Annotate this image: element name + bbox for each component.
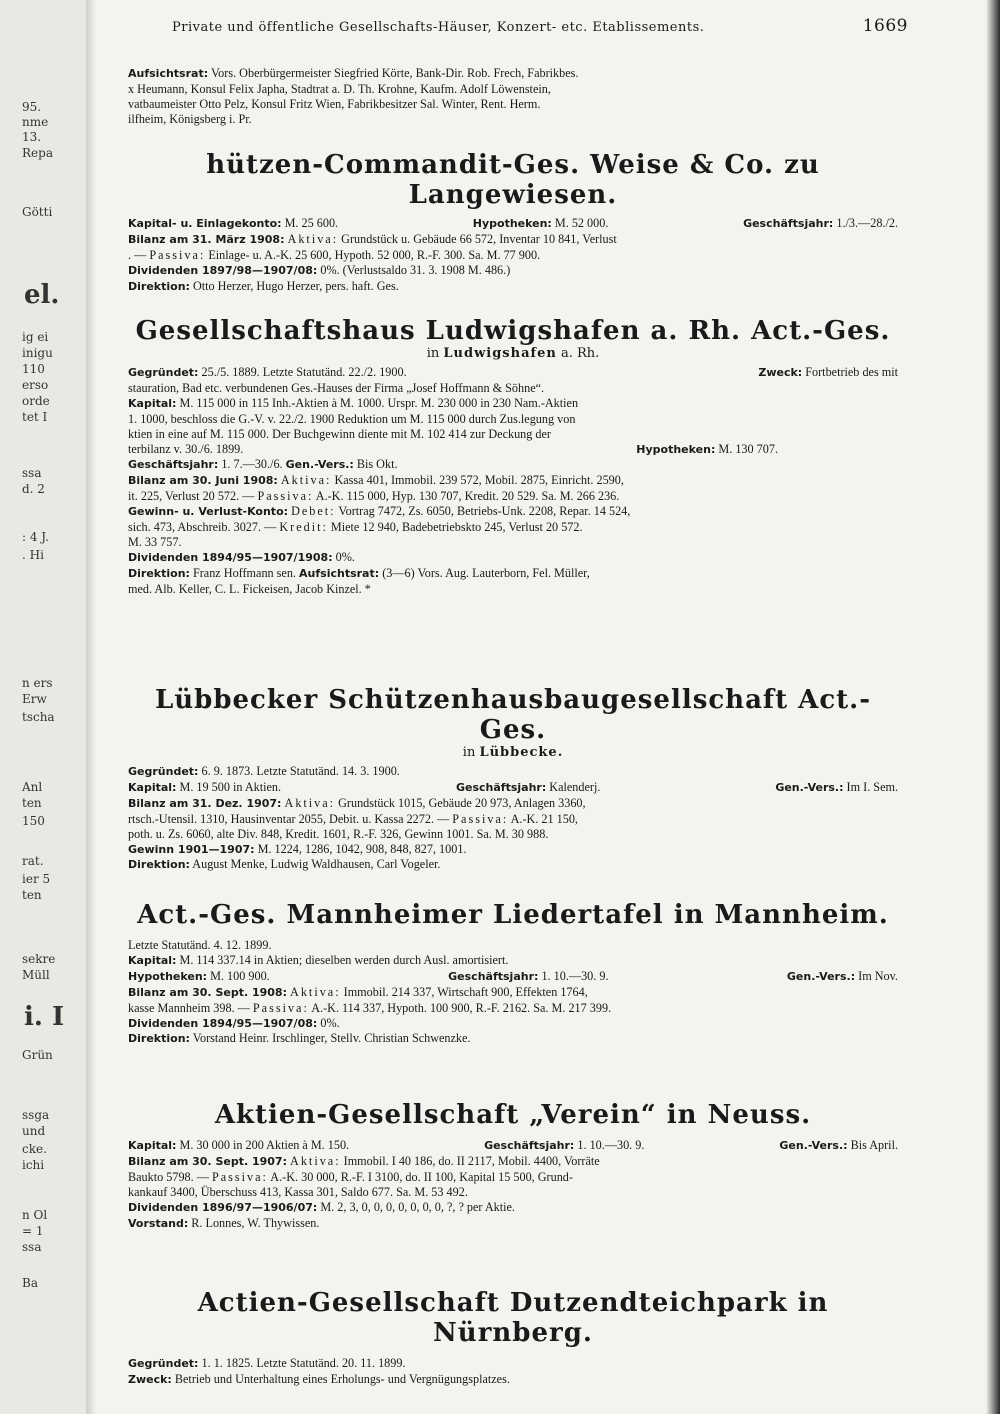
text-line: Vorstand: R. Lonnes, W. Thywissen. xyxy=(128,1215,320,1230)
entry-nuernberg xyxy=(128,1288,898,1388)
text-line: sich. 473, Abschreib. 3027. — Kredit: Miete 12 940, Badebetriebskto 245, Verlust 20 572. xyxy=(128,520,583,535)
entry-body xyxy=(128,938,898,1047)
gutter-fragment: ssa xyxy=(22,466,42,480)
gutter-fragment: inigu xyxy=(22,346,53,360)
gutter-fragment: Götti xyxy=(22,205,53,219)
text-line: Bilanz am 30. Sept. 1907: Aktiva: Immobil. I 40 186, do. II 2117, Mobil. 4400, Vorräte xyxy=(128,1153,600,1168)
gutter-fragment: 13. xyxy=(22,130,42,144)
gutter-fragment: tscha xyxy=(22,710,55,724)
text-line: it. 225, Verlust 20 572. — Passiva: A.-K. 115 000, Hyp. 130 707, Kredit. 20 529. Sa. M. 266 236. xyxy=(128,489,620,504)
entry-title: Gesellschaftshaus Ludwigshafen a. Rh. Act.-Ges. xyxy=(135,316,891,346)
gutter-fragment: cke. xyxy=(22,1142,47,1156)
text-line: Hypotheken: M. 100 900. Geschäftsjahr: 1. 10.—30. 9. Gen.-Vers.: Im Nov. xyxy=(128,968,898,983)
text-line: Dividenden 1894/95—1907/08: 0%. xyxy=(128,1015,340,1030)
gutter-fragment: el. xyxy=(24,280,60,310)
running-head xyxy=(100,10,980,40)
text-line: med. Alb. Keller, C. L. Fickeisen, Jacob Kinzel. * xyxy=(128,581,371,596)
text-line: Bilanz am 31. März 1908: Aktiva: Grundstück u. Gebäude 66 572, Inventar 10 841, Verlust xyxy=(128,231,617,246)
text-line: ilfheim, Königsberg i. Pr. xyxy=(128,111,252,126)
gutter-fragment: tet I xyxy=(22,410,48,424)
text-line: rtsch.-Utensil. 1310, Hausinventar 2055, Debit. u. Kassa 2272. — Passiva: A.-K. 21 150, xyxy=(128,811,578,826)
gutter-fragment: 110 xyxy=(22,362,45,376)
gutter-fragment: ig ei xyxy=(22,330,49,344)
gutter-fragment: rat. xyxy=(22,854,44,868)
gutter-fragment: erso xyxy=(22,378,49,392)
text-line: vatbaumeister Otto Pelz, Konsul Fritz Wien, Fabrikbesitzer Sal. Winter, Rent. Herm. xyxy=(128,96,541,111)
book-page xyxy=(100,10,980,1410)
running-head-title: Private und öffentliche Gesellschafts-Häuser, Konzert- etc. Etablissements. xyxy=(172,20,705,35)
gutter-fragment: . Hi xyxy=(22,548,44,562)
entry-title: Act.-Ges. Mannheimer Liedertafel in Mannheim. xyxy=(137,900,889,930)
gutter-fragment: n Ol xyxy=(22,1208,48,1222)
gutter-fragment: und xyxy=(22,1124,46,1138)
gutter-fragment: Grün xyxy=(22,1048,53,1062)
gutter-fragment: sekre xyxy=(22,952,56,966)
text-line: Geschäftsjahr: 1. 7.—30./6. Gen.-Vers.: Bis Okt. xyxy=(128,457,398,472)
text-line: Baukto 5798. — Passiva: A.-K. 30 000, R.-F. I 3100, do. II 100, Kapital 15 500, Grund- xyxy=(128,1169,573,1184)
entry-ludwigshafen xyxy=(128,316,898,597)
text-line: stauration, Bad etc. verbundenen Ges.-Hauses der Firma „Josef Hoffmann & Söhne“. xyxy=(128,380,545,395)
entry-body xyxy=(128,1356,898,1388)
text-line: Letzte Statutänd. 4. 12. 1899. xyxy=(128,938,272,952)
gutter-fragment: nme xyxy=(22,115,49,129)
text-line: Gegründet: 6. 9. 1873. Letzte Statutänd. 14. 3. 1900. xyxy=(128,764,400,778)
entry-body xyxy=(128,216,898,295)
text-line: Bilanz am 30. Sept. 1908: Aktiva: Immobil. 214 337, Wirtschaft 900, Effekten 1764, xyxy=(128,984,588,999)
entry-body xyxy=(128,365,898,597)
text-line: Kapital: M. 115 000 in 115 Inh.-Aktien à M. 1000. Urspr. M. 230 000 in 230 Nam.-Aktien xyxy=(128,395,579,410)
gutter-fragment: Erw xyxy=(22,692,47,706)
gutter-fragment: ten xyxy=(22,796,42,810)
entry-continuation xyxy=(128,66,898,127)
page-fold-shadow xyxy=(86,0,96,1414)
gutter-fragment: Ba xyxy=(22,1276,38,1290)
text-line: Gewinn 1901—1907: M. 1224, 1286, 1042, 908, 848, 827, 1001. xyxy=(128,841,467,856)
entry-title: Aktien-Gesellschaft „Verein“ in Neuss. xyxy=(214,1100,812,1130)
gutter-fragment: i. I xyxy=(24,1002,65,1032)
text-line: terbilanz v. 30./6. 1899. Hypotheken: M. 130 707. xyxy=(128,441,778,456)
entry-title: Lübbecker Schützenhausbaugesellschaft Act.-Ges. xyxy=(154,685,872,745)
text-line: Kapital- u. Einlagekonto: M. 25 600. Hypotheken: M. 52 000. Geschäftsjahr: 1./3.—28./2. xyxy=(128,216,898,230)
text-line: ktien in eine auf M. 115 000. Der Buchgewinn diente mit M. 102 414 zur Deckung der xyxy=(128,426,551,441)
entry-body xyxy=(128,1138,898,1231)
entry-mannheim xyxy=(128,900,898,1047)
entry-weise-co xyxy=(128,150,898,295)
text-line: kasse Mannheim 398. — Passiva: A.-K. 114 337, Hypoth. 100 900, R.-F. 2162. Sa. M. 217 399. xyxy=(128,1000,612,1015)
text-line: Dividenden 1896/97—1906/07: M. 2, 3, 0, 0, 0, 0, 0, 0, 0, ?, ? per Aktie. xyxy=(128,1199,515,1214)
entry-neuss xyxy=(128,1100,898,1231)
text-line: Direktion: Vorstand Heinr. Irschlinger, Stellv. Christian Schwenzke. xyxy=(128,1031,471,1046)
gutter-fragment: ier 5 xyxy=(22,872,51,886)
text-line: Kapital: M. 114 337.14 in Aktien; dieselben werden durch Ausl. amortisiert. xyxy=(128,952,509,967)
text-line: Gegründet: 1. 1. 1825. Letzte Statutänd. 20. 11. 1899. xyxy=(128,1356,406,1370)
entry-title: Actien-Gesellschaft Dutzendteichpark in Nürnberg. xyxy=(197,1288,829,1348)
gutter-fragment: n ers xyxy=(22,676,53,690)
gutter-fragment: d. 2 xyxy=(22,482,45,496)
gutter-fragment: ssa xyxy=(22,1240,42,1254)
text-line: M. 33 757. xyxy=(128,534,182,549)
text-line: Direktion: Franz Hoffmann sen. Aufsichtsrat: (3—6) Vors. Aug. Lauterborn, Fel. Müller, xyxy=(128,565,590,580)
gutter-fragment: 150 xyxy=(22,814,45,828)
text-line: Dividenden 1897/98—1907/08: 0%. (Verlustsaldo 31. 3. 1908 M. 486.) xyxy=(128,262,511,277)
gutter-fragment: orde xyxy=(22,394,50,408)
entry-luebbecke xyxy=(128,685,898,873)
text-line: Kapital: M. 19 500 in Aktien. Geschäftsjahr: Kalenderj. Gen.-Vers.: Im I. Sem. xyxy=(128,779,898,794)
gutter-fragment: = 1 xyxy=(22,1224,44,1238)
entry-subtitle: in Lübbecke. xyxy=(462,745,564,760)
text-line: kankauf 3400, Überschuss 413, Kassa 301, Saldo 677. Sa. M. 53 492. xyxy=(128,1184,468,1199)
gutter-fragment: : 4 J. xyxy=(22,530,49,544)
text-line: Direktion: August Menke, Ludwig Waldhausen, Carl Vogeler. xyxy=(128,857,441,872)
left-page-gutter xyxy=(0,0,96,1414)
gutter-fragment: ten xyxy=(22,888,42,902)
text-line: Zweck: Betrieb und Unterhaltung eines Erholungs- und Vergnügungsplatzes. xyxy=(128,1371,510,1386)
page-edge-shadow xyxy=(986,0,1000,1414)
gutter-fragment: 95. xyxy=(22,100,42,114)
text-line: Bilanz am 30. Juni 1908: Aktiva: Kassa 401, Immobil. 239 572, Mobil. 2875, Einricht. 2590, xyxy=(128,473,624,488)
gutter-fragment: Müll xyxy=(22,968,50,982)
text-line: x Heumann, Konsul Felix Japha, Stadtrat a. D. Th. Krohne, Kaufm. Adolf Löwenstein, xyxy=(128,81,551,96)
gutter-fragment: Anl xyxy=(22,780,43,794)
text-line: Aufsichtsrat: Vors. Oberbürgermeister Siegfried Körte, Bank-Dir. Rob. Frech, Fabrikbes. xyxy=(128,66,579,80)
text-line: Direktion: Otto Herzer, Hugo Herzer, pers. haft. Ges. xyxy=(128,278,399,293)
gutter-fragment: Repa xyxy=(22,146,53,160)
text-line: poth. u. Zs. 6060, alte Div. 848, Kredit. 1601, R.-F. 326, Gewinn 1001. Sa. M. 30 988. xyxy=(128,826,549,841)
entry-body xyxy=(128,764,898,873)
text-line: Dividenden 1894/95—1907/1908: 0%. xyxy=(128,549,355,564)
entry-title: hützen-Commandit-Ges. Weise & Co. zu Langewiesen. xyxy=(206,150,820,210)
text-line: Bilanz am 31. Dez. 1907: Aktiva: Grundstück 1015, Gebäude 20 973, Anlagen 3360, xyxy=(128,795,586,810)
text-line: 1. 1000, beschloss die G.-V. v. 22./2. 1900 Reduktion um M. 115 000 durch Zus.legung von xyxy=(128,411,576,426)
gutter-fragment: ichi xyxy=(22,1158,45,1172)
entry-subtitle: in Ludwigshafen a. Rh. xyxy=(426,346,600,361)
text-line: . — Passiva: Einlage- u. A.-K. 25 600, Hypoth. 52 000, R.-F. 300. Sa. M. 77 900. xyxy=(128,247,541,262)
gutter-fragment: ssga xyxy=(22,1108,50,1122)
page-number: 1669 xyxy=(862,16,908,36)
text-line: Kapital: M. 30 000 in 200 Aktien à M. 150. Geschäftsjahr: 1. 10.—30. 9. Gen.-Vers.: Bis April. xyxy=(128,1138,898,1152)
text-line: Gewinn- u. Verlust-Konto: Debet: Vortrag 7472, Zs. 6050, Betriebs-Unk. 2208, Repar. 14 524, xyxy=(128,504,631,519)
text-line: Gegründet: 25./5. 1889. Letzte Statutänd. 22./2. 1900. Zweck: Fortbetrieb des mit xyxy=(128,365,898,379)
